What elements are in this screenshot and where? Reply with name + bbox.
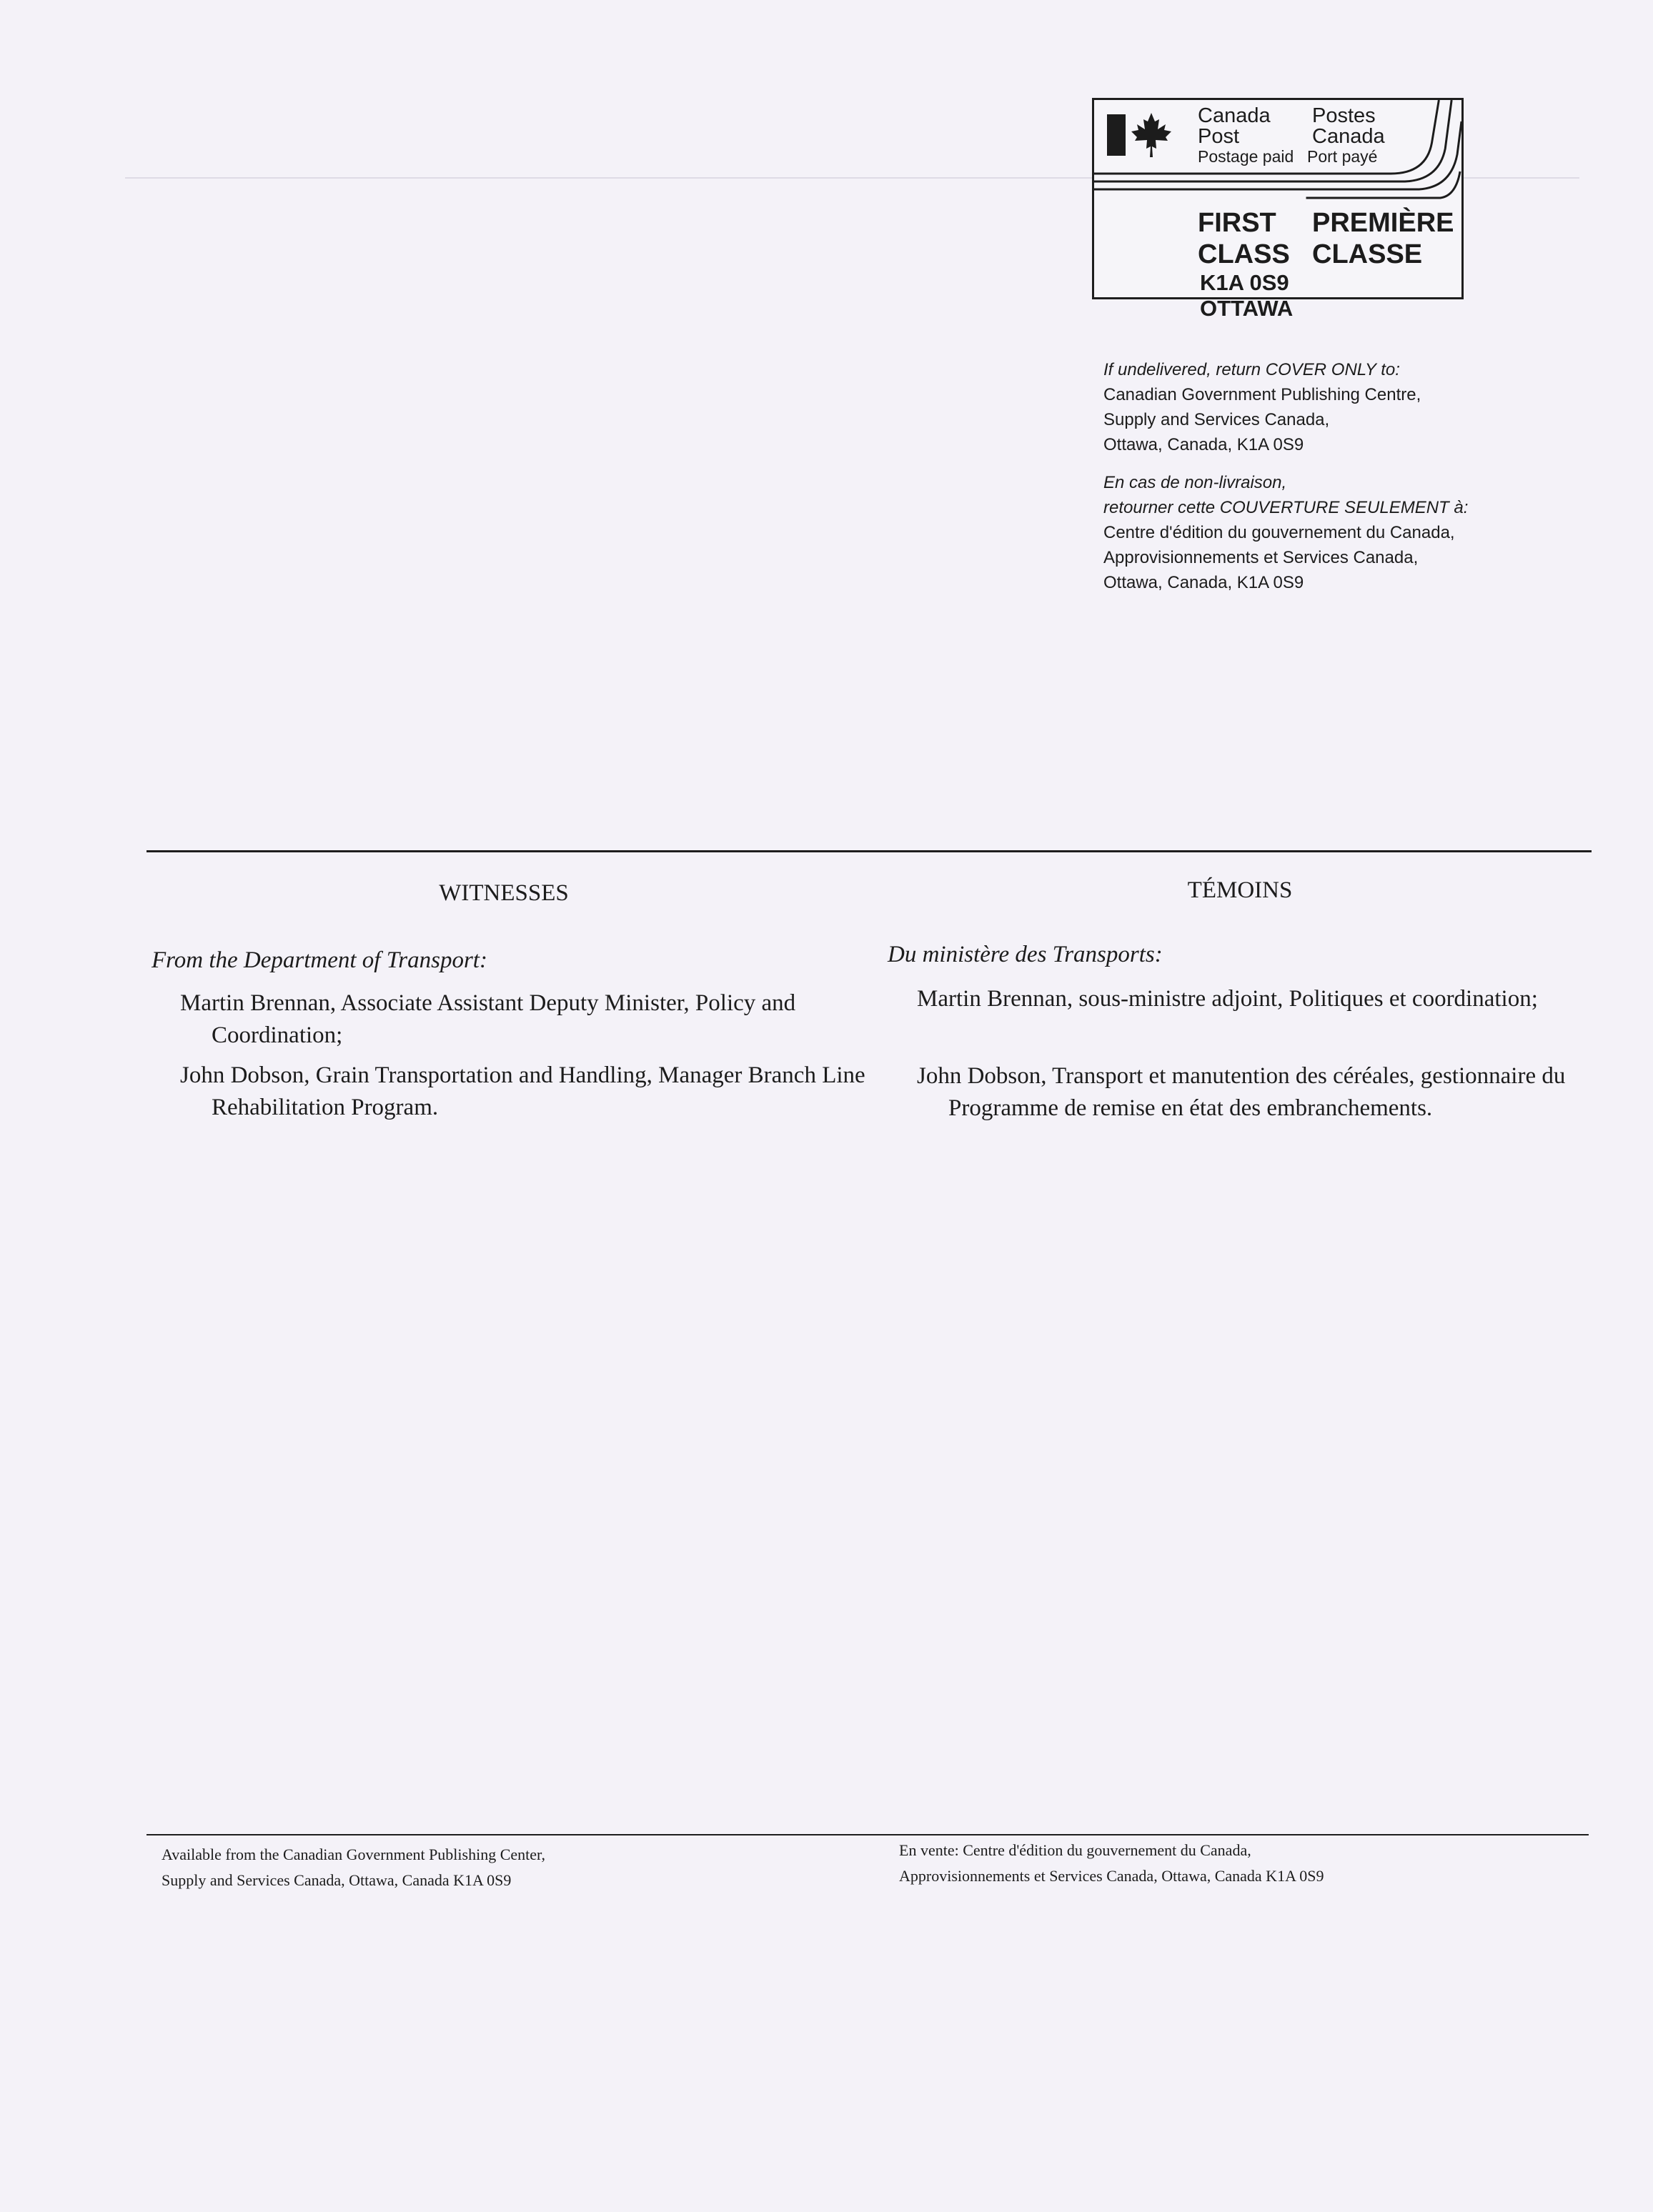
return-intro-fr: En cas de non-livraison, <box>1103 473 1287 492</box>
temoins-heading: TÉMOINS <box>1187 877 1293 903</box>
return-intro-en: If undelivered, return COVER ONLY to: <box>1103 360 1400 379</box>
indicia-stripes <box>1094 100 1461 200</box>
postes-label: Postes <box>1312 104 1376 127</box>
department-fr: Du ministère des Transports: <box>888 942 1163 967</box>
postal-code: K1A 0S9 <box>1200 270 1289 295</box>
return-address <box>1103 357 1561 595</box>
canada-label: Canada <box>1198 104 1271 127</box>
witness-entry-en: Martin Brennan, Associate Assistant Deputy Minister, Policy and Coordination; <box>180 990 796 1048</box>
return-line-fr: Ottawa, Canada, K1A 0S9 <box>1103 573 1304 592</box>
return-line-fr: Approvisionnements et Services Canada, <box>1103 548 1419 567</box>
footer-rule <box>147 1834 1589 1835</box>
canada-fr-label: Canada <box>1312 125 1385 148</box>
footer-en <box>162 1842 805 1893</box>
classe-label: CLASSE <box>1312 239 1423 269</box>
witness-entry-en: John Dobson, Grain Transportation and Handling, Manager Branch Line Rehabilitation Program. <box>180 1062 865 1120</box>
return-line-fr: Centre d'édition du gouvernement du Canada, <box>1103 523 1455 542</box>
return-intro-fr: retourner cette COUVERTURE SEULEMENT à: <box>1103 498 1469 517</box>
department-en: From the Department of Transport: <box>152 947 487 973</box>
footer-line-en: Available from the Canadian Government Publishing Center, <box>162 1845 545 1863</box>
first-label: FIRST <box>1198 208 1276 238</box>
witnesses-heading: WITNESSES <box>439 880 569 906</box>
postage-paid-label: Postage paid <box>1198 147 1294 166</box>
return-line-en: Ottawa, Canada, K1A 0S9 <box>1103 435 1304 454</box>
class-label: CLASS <box>1198 239 1290 269</box>
premiere-label: PREMIÈRE <box>1312 208 1454 238</box>
city-label: OTTAWA <box>1200 296 1294 321</box>
footer-fr <box>899 1838 1585 1889</box>
footer-line-fr: En vente: Centre d'édition du gouvernement du Canada, <box>899 1841 1251 1859</box>
witness-entry-fr: John Dobson, Transport et manutention des céréales, gestionnaire du Programme de remise en état des embranchements. <box>917 1063 1566 1121</box>
return-line-en: Canadian Government Publishing Centre, <box>1103 385 1421 404</box>
witnesses-rule <box>147 850 1592 852</box>
witness-entry-fr: Martin Brennan, sous-ministre adjoint, Politiques et coordination; <box>917 986 1538 1012</box>
port-paye-label: Port payé <box>1307 147 1378 166</box>
return-line-en: Supply and Services Canada, <box>1103 410 1330 429</box>
footer-line-fr: Approvisionnements et Services Canada, Ottawa, Canada K1A 0S9 <box>899 1867 1324 1885</box>
postage-indicia <box>1092 98 1464 321</box>
post-label: Post <box>1198 125 1240 148</box>
footer-line-en: Supply and Services Canada, Ottawa, Canada K1A 0S9 <box>162 1871 512 1889</box>
